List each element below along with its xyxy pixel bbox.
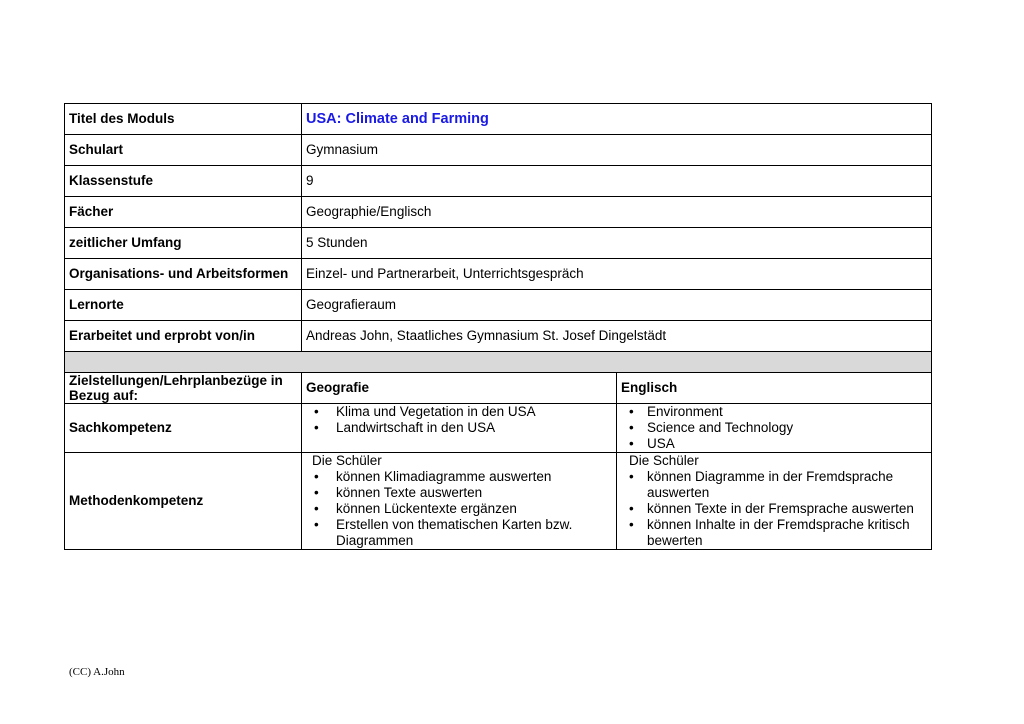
module-info-table <box>64 103 932 550</box>
label-faecher: Fächer <box>65 197 302 228</box>
list-item: • können Texte auswerten <box>306 485 612 501</box>
value-erarbeitet: Andreas John, Staatliches Gymnasium St. Josef Dingelstädt <box>302 321 932 352</box>
row-klassenstufe <box>65 166 932 197</box>
row-schulart <box>65 135 932 166</box>
row-arbeitsformen <box>65 259 932 290</box>
row-titel <box>65 104 932 135</box>
sach-geografie-list <box>306 404 612 436</box>
value-klassenstufe: 9 <box>302 166 932 197</box>
label-klassenstufe: Klassenstufe <box>65 166 302 197</box>
label-sachkompetenz: Sachkompetenz <box>65 404 302 453</box>
list-item: • können Lückentexte ergänzen <box>306 501 612 517</box>
list-item: • Landwirtschaft in den USA <box>306 420 612 436</box>
value-schulart: Gymnasium <box>302 135 932 166</box>
list-item: • Erstellen von thematischen Karten bzw. Diagrammen <box>306 517 612 549</box>
label-erarbeitet: Erarbeitet und erprobt von/in <box>65 321 302 352</box>
list-item: • können Diagramme in der Fremdsprache auswerten <box>621 469 927 501</box>
label-schulart: Schulart <box>65 135 302 166</box>
label-lernorte: Lernorte <box>65 290 302 321</box>
list-item: • Science and Technology <box>621 420 927 436</box>
sach-geografie-cell <box>302 404 617 453</box>
row-lernorte <box>65 290 932 321</box>
list-item: • Klima und Vegetation in den USA <box>306 404 612 420</box>
list-item: • Environment <box>621 404 927 420</box>
label-arbeitsformen: Organisations- und Arbeitsformen <box>65 259 302 290</box>
value-lernorte: Geografieraum <box>302 290 932 321</box>
methoden-englisch-cell <box>617 453 932 550</box>
header-englisch: Englisch <box>617 373 932 404</box>
value-faecher: Geographie/Englisch <box>302 197 932 228</box>
list-item: • können Klimadiagramme auswerten <box>306 469 612 485</box>
footer-credit: (CC) A.John <box>69 666 125 678</box>
methoden-geografie-cell <box>302 453 617 550</box>
methoden-englisch-list <box>621 469 927 549</box>
competency-header-row <box>65 373 932 404</box>
module-title: USA: Climate and Farming <box>302 104 932 135</box>
row-umfang <box>65 228 932 259</box>
row-faecher <box>65 197 932 228</box>
label-methodenkompetenz: Methodenkompetenz <box>65 453 302 550</box>
header-geografie: Geografie <box>302 373 617 404</box>
row-erarbeitet <box>65 321 932 352</box>
methoden-geografie-list <box>306 469 612 549</box>
list-item: • können Texte in der Fremsprache auswerten <box>621 501 927 517</box>
list-item: • können Inhalte in der Fremdsprache kritisch bewerten <box>621 517 927 549</box>
sach-englisch-list <box>621 404 927 452</box>
separator-row <box>65 352 932 373</box>
list-item: • USA <box>621 436 927 452</box>
label-titel: Titel des Moduls <box>65 104 302 135</box>
methoden-englisch-intro: Die Schüler <box>629 453 699 468</box>
value-umfang: 5 Stunden <box>302 228 932 259</box>
label-umfang: zeitlicher Umfang <box>65 228 302 259</box>
value-arbeitsformen: Einzel- und Partnerarbeit, Unterrichtsgespräch <box>302 259 932 290</box>
sach-englisch-cell <box>617 404 932 453</box>
row-methodenkompetenz <box>65 453 932 550</box>
label-zielstellungen: Zielstellungen/Lehrplanbezüge in Bezug auf: <box>65 373 302 404</box>
separator-cell <box>65 352 932 373</box>
row-sachkompetenz <box>65 404 932 453</box>
methoden-geografie-intro: Die Schüler <box>312 453 382 468</box>
